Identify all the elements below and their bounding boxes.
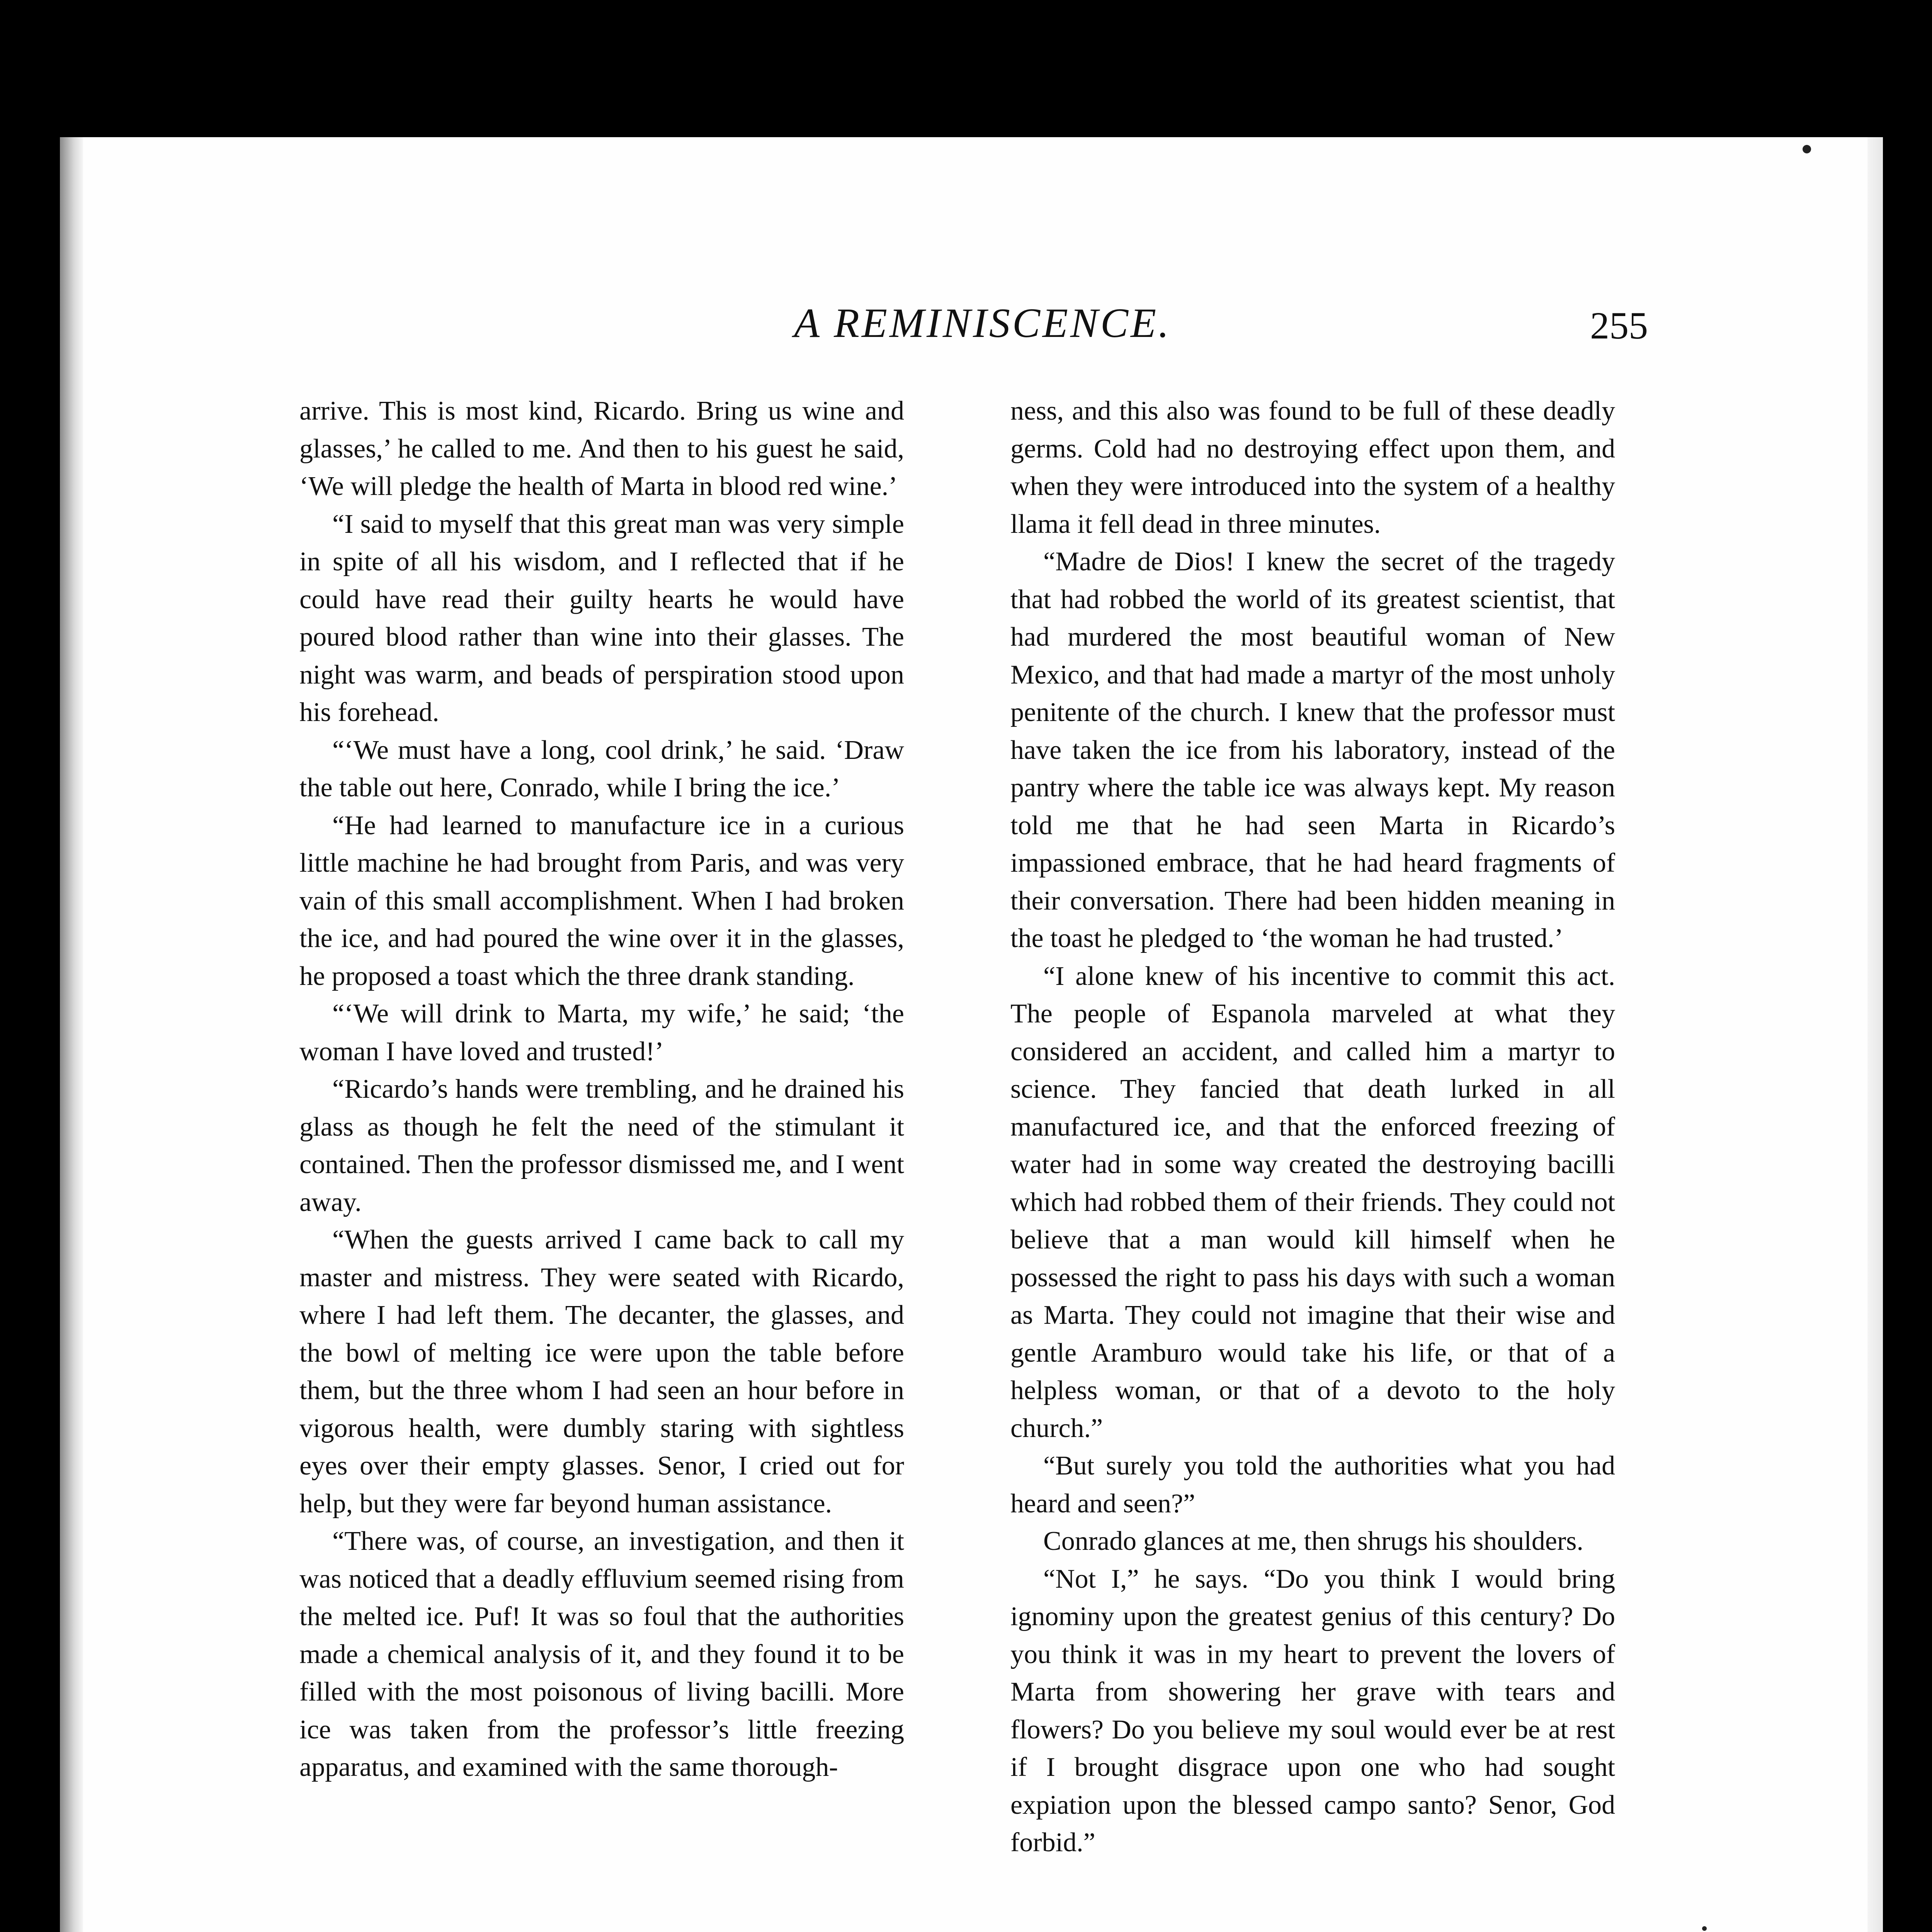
paragraph: “But surely you told the authorities what you had heard and seen?” (1010, 1451, 1615, 1519)
ink-speck (1702, 1926, 1707, 1931)
paragraph: “When the guests arrived I came back to call my master and mistress. They were seated with Ricardo, where I had left them. The decanter, the glasses, and the bowl of melting ice were upon the table before them, but the three whom I had seen an hour before in vigorous health, were dumbly staring with sightless eyes over their empty glasses. Senor, I cried out for help, but they were far beyond human assistance. (299, 1225, 904, 1519)
right-text-column (1010, 392, 1615, 1862)
paragraph: “I alone knew of his incentive to commit this act. The people of Espanola marveled at what they considered an accident, and called him a martyr to science. They fancied that death lurked in all manufactured ice, and that the enforced freezing of water had in some way created the destroying bacilli which had robbed them of their friends. They could not believe that a man would kill himself when he possessed the right to pass his days with such a woman as Marta. They could not imagine that their wise and gentle Aramburo would take his life, or that of a helpless woman, or that of a devoto to the holy church.” (1010, 961, 1615, 1443)
paragraph: “‘We must have a long, cool drink,’ he said. ‘Draw the table out here, Conrado, while I bring the ice.’ (299, 735, 904, 803)
paragraph: “‘We will drink to Marta, my wife,’ he said; ‘the woman I have loved and trusted!’ (299, 999, 904, 1066)
paragraph: arrive. This is most kind, Ricardo. Bring us wine and glasses,’ he called to me. And then to his guest he said, ‘We will pledge the health of Marta in blood red wine.’ (299, 396, 904, 501)
paragraph: “Ricardo’s hands were trembling, and he drained his glass as though he felt the need of the stimulant it contained. Then the professor dismissed me, and I went away. (299, 1074, 904, 1217)
running-title: A REMINISCENCE. (794, 300, 1171, 346)
paragraph: “He had learned to manufacture ice in a curious little machine he had brought from Paris, and was very vain of this small accomplishment. When I had broken the ice, and had poured the wine over it in the glasses, he proposed a toast which the three drank standing. (299, 810, 904, 991)
paragraph: “Not I,” he says. “Do you think I would bring ignominy upon the greatest genius of this century? Do you think it was in my heart to prevent the lovers of Marta from showering her grave with tears and flowers? Do you believe my soul would ever be at rest if I brought disgrace upon one who had sought expiation upon the blessed campo santo? Senor, God forbid.” (1010, 1564, 1615, 1857)
paragraph: Conrado glances at me, then shrugs his shoulders. (1043, 1526, 1583, 1556)
page-fold-shadow (60, 137, 83, 1932)
paragraph: ness, and this also was found to be full of these deadly germs. Cold had no destroying effect upon them, and when they were introduced into the system of a healthy llama it fell dead in three minutes. (1010, 396, 1615, 539)
paragraph: “There was, of course, an investigation, and then it was noticed that a deadly effluvium seemed rising from the melted ice. Puf! It was so foul that the authorities made a chemical analysis of it, and they found it to be filled with the most poisonous of living bacilli. More ice was taken from the professor’s little freezing apparatus, and examined with the same thorough- (299, 1526, 904, 1782)
ink-speck (1803, 145, 1811, 153)
magazine-page (60, 137, 1883, 1932)
page-edge (1867, 137, 1883, 1932)
page-number: 255 (1590, 304, 1648, 347)
paragraph: “Madre de Dios! I knew the secret of the tragedy that had robbed the world of its greatest scientist, that had murdered the most beautiful woman of New Mexico, and that had made a martyr of the most unholy penitente of the church. I knew that the professor must have taken the ice from his laboratory, instead of the pantry where the table ice was always kept. My reason told me that he had seen Marta in Ricardo’s impassioned embrace, that he had heard fragments of their conversation. There had been hidden meaning in the toast he pledged to ‘the woman he had trusted.’ (1010, 547, 1615, 953)
paragraph: “I said to myself that this great man was very simple in spite of all his wisdom, and I reflected that if he could have read their guilty hearts he would have poured blood rather than wine into their glasses. The night was warm, and beads of perspiration stood upon his forehead. (299, 509, 904, 727)
left-text-column (299, 392, 904, 1786)
